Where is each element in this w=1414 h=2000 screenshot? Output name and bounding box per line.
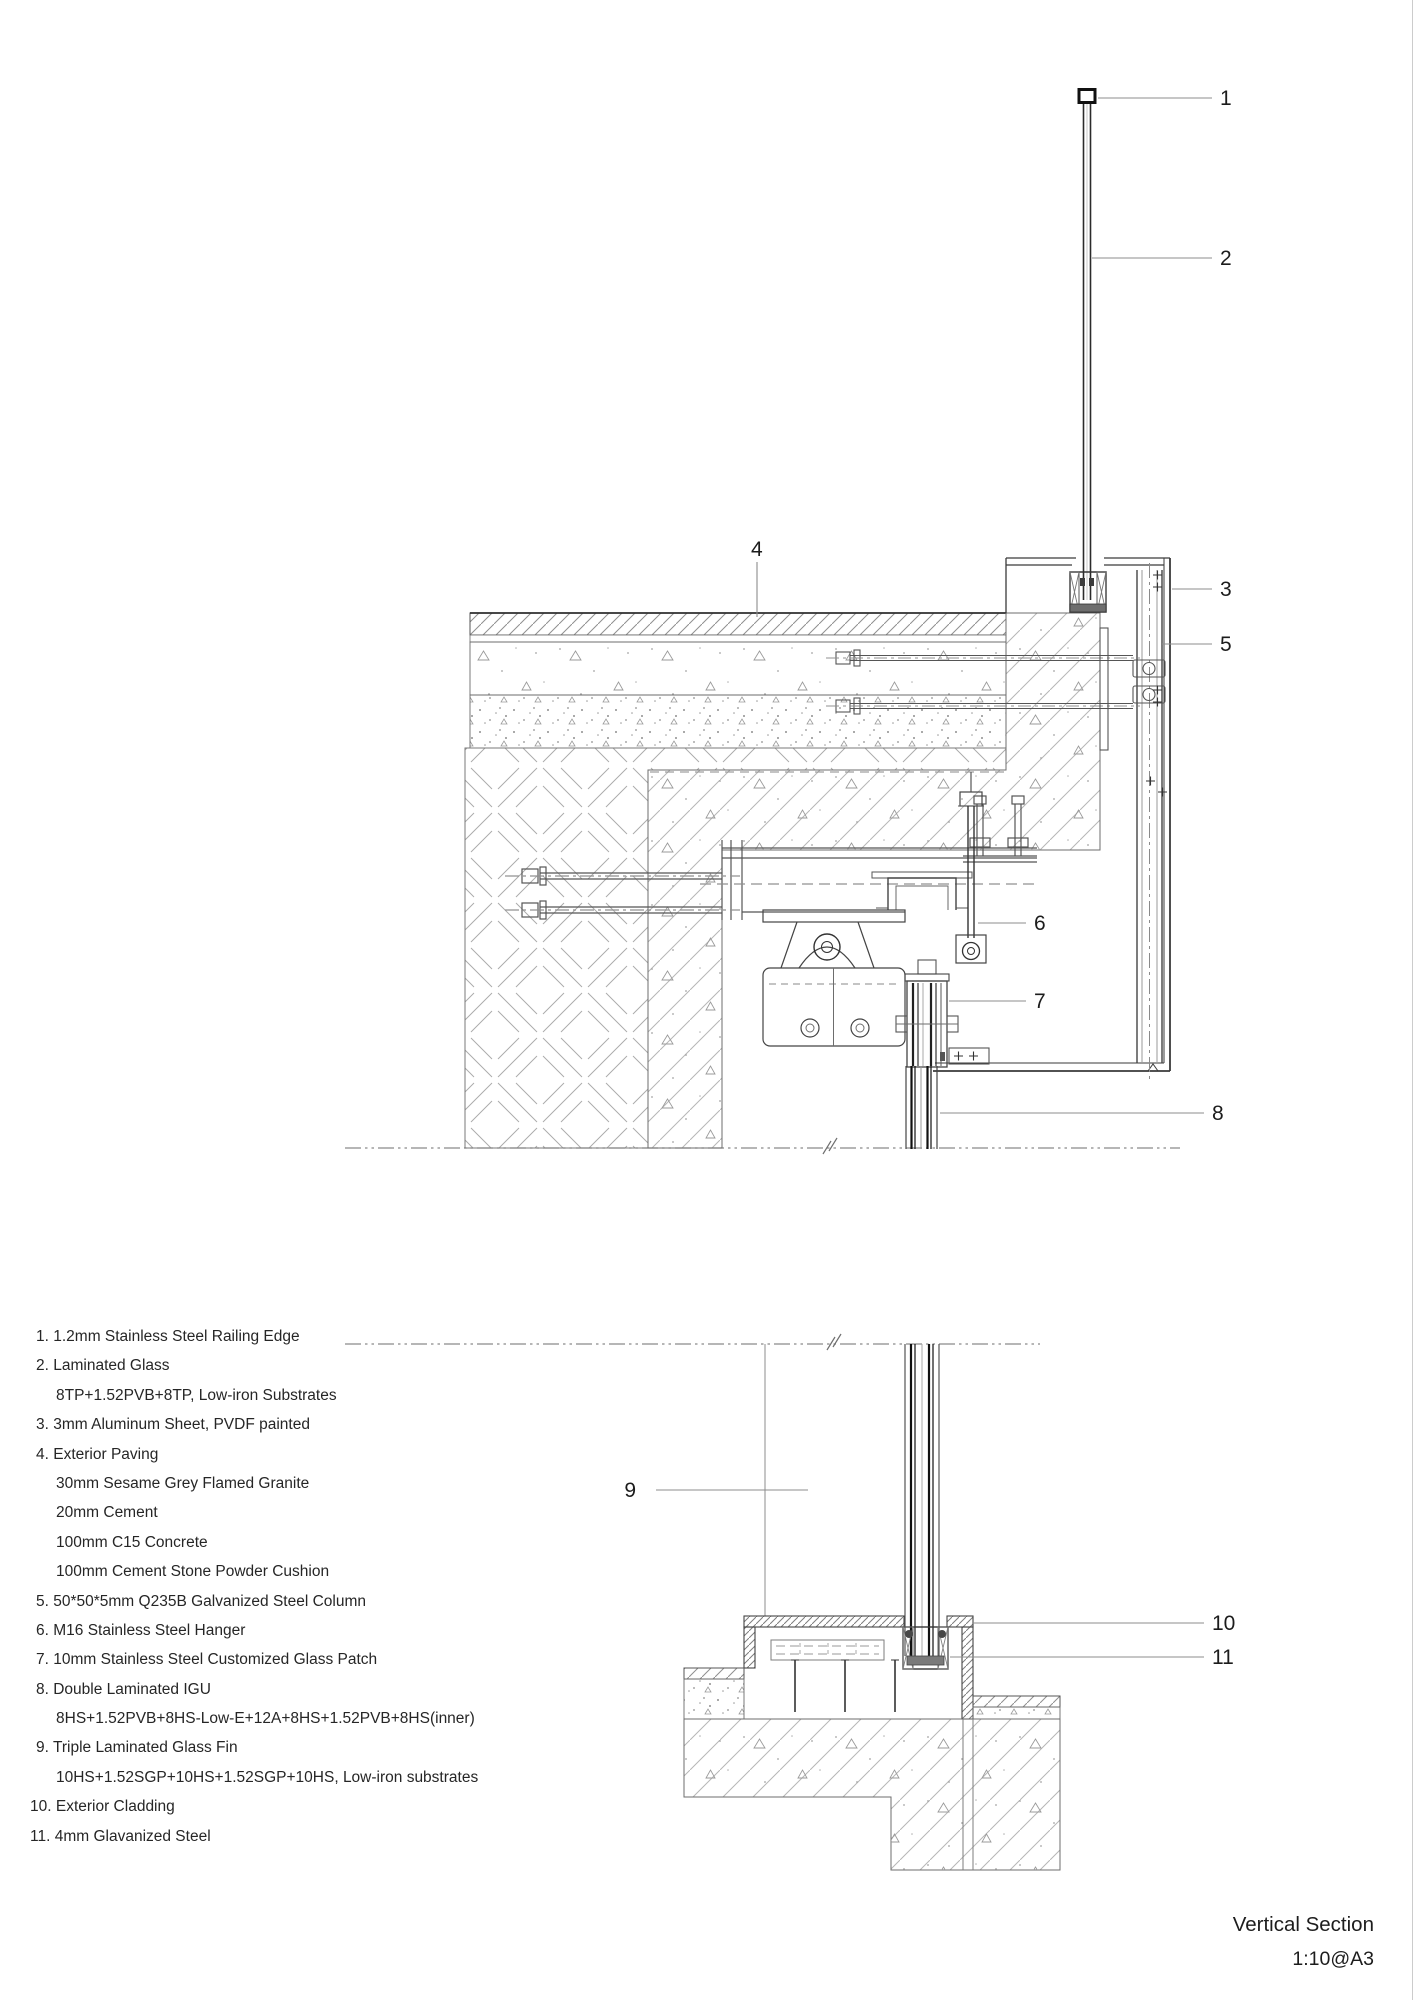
- callout-3-label: 3: [1220, 578, 1232, 601]
- concrete-base: [684, 1719, 1060, 1870]
- legend-line: 3. 3mm Aluminum Sheet, PVDF painted: [36, 1416, 310, 1434]
- exterior-paving: [470, 613, 1006, 748]
- fin-shoe: [903, 1627, 948, 1669]
- railing-glass: [1079, 90, 1095, 601]
- callout-7: [949, 990, 1046, 1013]
- callout-3: [1172, 578, 1232, 601]
- sheet-edge-line: [1412, 0, 1413, 2000]
- lower-detail: [345, 1334, 1235, 1870]
- callout-11-label: 11: [1212, 1646, 1234, 1669]
- callout-7-label: 7: [1034, 990, 1046, 1013]
- railing-cap: [1079, 90, 1095, 103]
- legend-line: 8. Double Laminated IGU: [36, 1680, 211, 1698]
- legend-line: 100mm C15 Concrete: [56, 1533, 208, 1551]
- legend-line: 4. Exterior Paving: [36, 1445, 159, 1463]
- drawing-title: Vertical Section: [1232, 1913, 1374, 1936]
- railing-shoe: [1070, 572, 1106, 612]
- callout-10: [973, 1612, 1235, 1635]
- drawing-scale: 1:10@A3: [1292, 1948, 1374, 1970]
- legend-line: 6. M16 Stainless Steel Hanger: [36, 1621, 246, 1639]
- legend-line: 8HS+1.52PVB+8HS-Low-E+12A+8HS+1.52PVB+8HS(inner): [56, 1710, 475, 1728]
- callout-5: [1162, 633, 1232, 656]
- callout-1: [1098, 87, 1232, 110]
- callout-9: [624, 1479, 808, 1502]
- callout-2: [1092, 247, 1232, 270]
- callout-1-label: 1: [1220, 87, 1232, 110]
- legend-line: 2. Laminated Glass: [36, 1357, 170, 1375]
- paving-right: [973, 1696, 1060, 1719]
- legend-line: 7. 10mm Stainless Steel Customized Glass Patch: [36, 1651, 378, 1669]
- callout-8: [940, 1102, 1224, 1125]
- callout-4-label: 4: [751, 538, 763, 561]
- callout-9-label: 9: [624, 1479, 636, 1502]
- upper-detail: [345, 87, 1232, 1154]
- callout-8-label: 8: [1212, 1102, 1224, 1125]
- legend-line: 30mm Sesame Grey Flamed Granite: [56, 1474, 310, 1492]
- legend-line: 9. Triple Laminated Glass Fin: [36, 1739, 238, 1757]
- glass-fin: [905, 1344, 939, 1656]
- paving-left: [684, 1668, 744, 1719]
- callouts-upper: [751, 87, 1232, 1125]
- legend-line: 10. Exterior Cladding: [30, 1798, 175, 1816]
- anchor-pins: [791, 1660, 899, 1712]
- legend-line: 11. 4mm Glavanized Steel: [30, 1827, 211, 1845]
- legend-line: 8TP+1.52PVB+8TP, Low-iron Substrates: [56, 1386, 337, 1404]
- callout-11: [950, 1646, 1234, 1669]
- fixing-bracket: [771, 1640, 884, 1660]
- callout-6: [978, 912, 1046, 935]
- callout-2-label: 2: [1220, 247, 1232, 270]
- title-block: [1233, 1908, 1374, 1976]
- legend-line: 5. 50*50*5mm Q235B Galvanized Steel Column: [36, 1592, 366, 1610]
- legend-line: 20mm Cement: [56, 1504, 158, 1522]
- callout-4: [751, 538, 763, 617]
- legend-line: 10HS+1.52SGP+10HS+1.52SGP+10HS, Low-iron substrates: [56, 1768, 479, 1786]
- legend-line: 100mm Cement Stone Powder Cushion: [56, 1563, 330, 1581]
- glass-patch-bracket: [763, 910, 905, 1046]
- legend: [30, 1322, 479, 1851]
- callout-6-label: 6: [1034, 912, 1046, 935]
- callout-10-label: 10: [1212, 1612, 1236, 1635]
- callout-5-label: 5: [1220, 633, 1232, 656]
- legend-line: 1. 1.2mm Stainless Steel Railing Edge: [36, 1328, 300, 1345]
